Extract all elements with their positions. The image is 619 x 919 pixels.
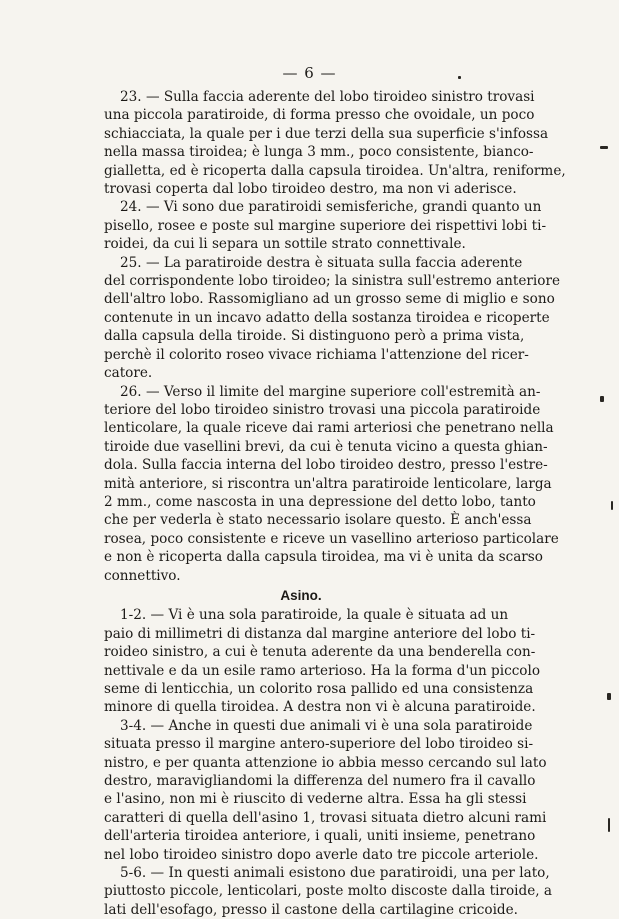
text-line: situata presso il margine antero-superiore del lobo tiroideo si- — [104, 736, 534, 753]
text-line: teriore del lobo tiroideo sinistro trovasi una piccola paratiroide — [104, 401, 541, 418]
text-line: dola. Sulla faccia interna del lobo tiroideo destro, presso l'estre- — [104, 457, 548, 474]
text-line: dell'altro lobo. Rassomigliano ad un grosso seme di miglio e sono — [104, 291, 555, 308]
paragraph-asino-5-6 — [104, 864, 553, 919]
text-line: lati dell'esofago, presso il castone della cartilagine cricoide. — [104, 901, 518, 918]
text-line: roideo sinistro, a cui è tenuta aderente da una benderella con- — [104, 644, 536, 661]
text-line: tiroide due vasellini brevi, da cui è tenuta vicino a questa ghian- — [104, 438, 548, 455]
text-line: 1-2. — Vi è una sola paratiroide, la quale è situata ad un — [120, 607, 509, 624]
text-line: schiacciata, la quale per i due terzi della sua superficie s'infossa — [104, 125, 549, 142]
text-line: rosea, poco consistente e riceve un vasellino arterioso particolare — [104, 530, 559, 547]
text-line: minore di quella tiroidea. A destra non vi è alcuna paratiroide. — [104, 699, 536, 716]
text-line: e l'asino, non mi è riuscito di vederne altra. Essa ha gli stessi — [104, 791, 527, 808]
text-line: piuttosto piccole, lenticolari, poste molto discoste dalla tiroide, a — [104, 883, 553, 900]
text-line: seme di lenticchia, un colorito rosa pallido ed una consistenza — [104, 681, 534, 697]
text-line: una piccola paratiroide, di forma presso che ovoidale, un poco — [104, 107, 535, 124]
text-line: dell'arteria tiroidea anteriore, i quali, uniti insieme, penetrano — [104, 828, 536, 845]
paragraph-asino-1-2 — [104, 606, 541, 716]
scan-speck — [600, 396, 604, 402]
text-line: pisello, rosee e poste sul margine superiore dei rispettivi lobi ti- — [104, 217, 547, 234]
text-line: trovasi coperta dal lobo tiroideo destro, ma non vi aderisce. — [104, 181, 517, 198]
text-line: 23. — Sulla faccia aderente del lobo tiroideo sinistro trovasi — [120, 89, 535, 105]
paragraph-asino-3-4 — [104, 717, 547, 864]
text-line: nistro, e per quanta attenzione io abbia messo cercando sul lato — [104, 754, 547, 771]
text-line: 5-6. — In questi animali esistono due paratiroidi, una per lato, — [120, 865, 550, 882]
text-line: paio di millimetri di distanza dal margine anteriore del lobo ti- — [104, 625, 536, 642]
text-line: caratteri di quella dell'asino 1, trovasi situata dietro alcuni rami — [104, 809, 547, 826]
text-line: gialletta, ed è ricoperta dalla capsula tiroidea. Un'altra, reniforme, — [104, 162, 566, 179]
text-line: connettivo. — [104, 567, 181, 584]
paragraph-23 — [104, 88, 566, 198]
text-line: mità anteriore, si riscontra un'altra paratiroide lenticolare, larga — [104, 475, 552, 492]
text-line: perchè il colorito roseo vivace richiama l'attenzione del ricer- — [104, 346, 529, 363]
text-line: lenticolare, la quale riceve dai rami arteriosi che penetrano nella — [104, 420, 554, 437]
scan-speck — [600, 146, 608, 149]
scan-speck — [611, 501, 613, 510]
paragraph-24 — [104, 198, 547, 253]
paragraph-26 — [104, 383, 559, 585]
text-line: nettivale e da un esile ramo arterioso. Ha la forma d'un piccolo — [104, 662, 541, 679]
text-line: dalla capsula della tiroide. Si distinguono però a prima vista, — [104, 328, 525, 345]
text-line: del corrispondente lobo tiroideo; la sinistra sull'estremo anteriore — [104, 273, 561, 290]
scan-speck — [458, 76, 461, 79]
text-line: e non è ricoperta dalla capsula tiroidea, ma vi è unita da scarso — [104, 549, 543, 566]
text-line: 24. — Vi sono due paratiroidi semisferiche, grandi quanto un — [120, 199, 542, 216]
text-line: catore. — [104, 365, 153, 382]
text-line: 26. — Verso il limite del margine superiore coll'estremità an- — [120, 383, 541, 400]
text-line: 2 mm., come nascosta in una depressione del detto lobo, tanto — [104, 493, 536, 510]
text-line: nella massa tiroidea; è lunga 3 mm., poco consistente, bianco- — [104, 144, 534, 161]
section-heading-asino: Asino. — [280, 587, 322, 603]
text-line: 3-4. — Anche in questi due animali vi è una sola paratiroide — [120, 717, 533, 734]
scan-speck — [607, 693, 611, 700]
text-line: che per vederla è stato necessario isolare questo. È anch'essa — [104, 512, 532, 529]
text-line: roidei, da cui li separa un sottile strato connettivale. — [104, 236, 466, 253]
paragraph-25 — [104, 254, 561, 383]
page-number: — 6 — — [282, 64, 337, 82]
body-text — [104, 88, 566, 919]
scan-speck — [608, 818, 610, 832]
text-line: destro, maravigliandomi la differenza del numero fra il cavallo — [104, 773, 536, 790]
text-line: nel lobo tiroideo sinistro dopo averle dato tre piccole arteriole. — [104, 846, 539, 863]
text-line: 25. — La paratiroide destra è situata sulla faccia aderente — [120, 254, 523, 271]
text-line: contenute in un incavo adatto della sostanza tiroidea e ricoperte — [104, 309, 550, 326]
